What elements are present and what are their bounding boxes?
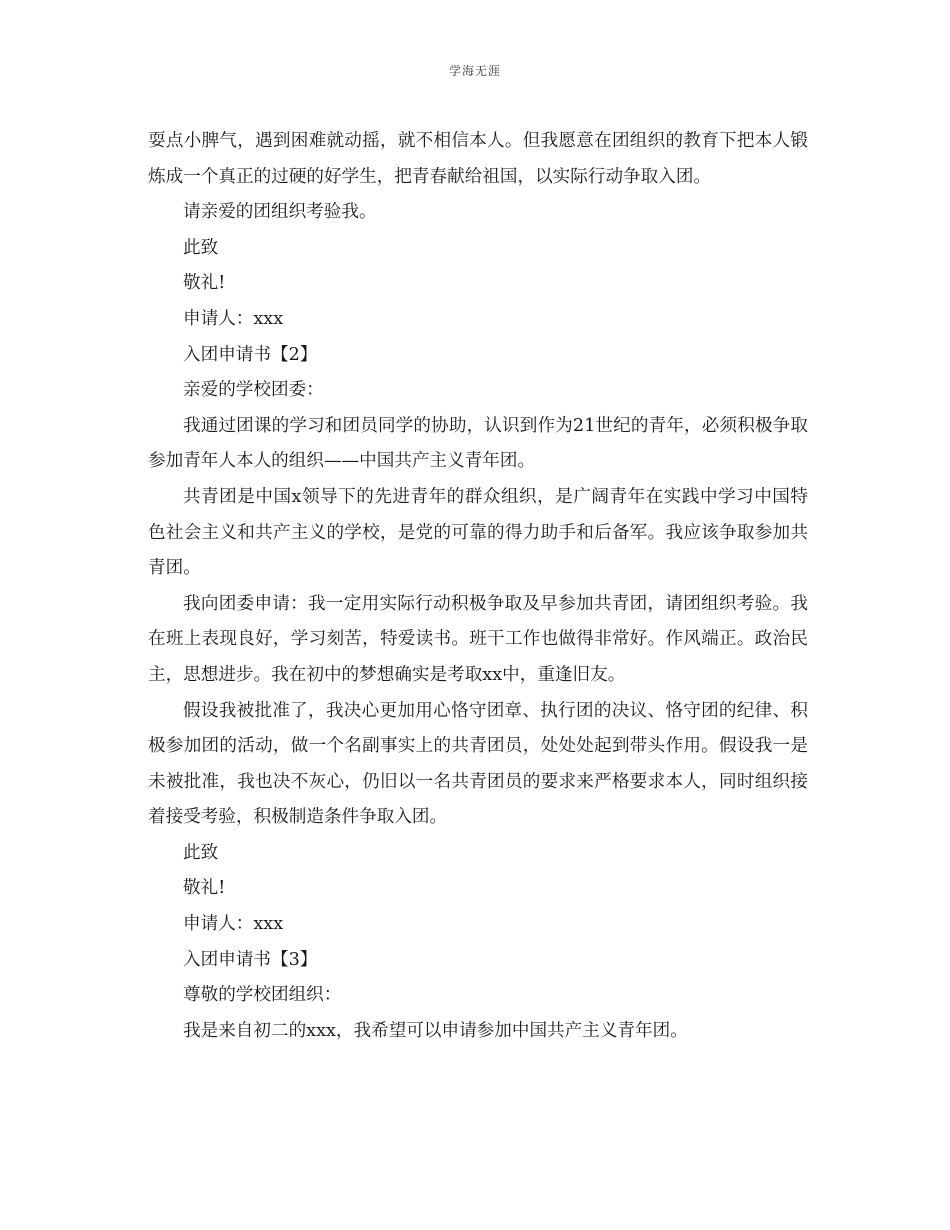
paragraph: 共青团是中国x领导下的先进青年的群众组织，是广阔青年在实践中学习中国特色社会主义和共产主义的学校，是党的可靠的得力助手和后备军。我应该争取参加共青团。 — [148, 486, 808, 579]
closing-line: 此致 — [183, 842, 219, 863]
applicant-signature: 申请人：xxx — [183, 308, 284, 329]
greeting-line: 尊敬的学校团组织： — [183, 985, 342, 1006]
section-heading: 入团申请书【3】 — [183, 949, 318, 970]
section-heading: 入团申请书【2】 — [183, 344, 318, 365]
paragraph: 耍点小脾气，遇到困难就动摇，就不相信本人。但我愿意在团组织的教育下把本人锻炼成一个真正的过硬的好学生，把青春献给祖国，以实际行动争取入团。 — [148, 131, 808, 187]
salutation-line: 敬礼! — [183, 878, 226, 899]
paragraph: 请亲爱的团组织考验我。 — [183, 202, 377, 223]
paragraph: 假设我被批准了，我决心更加用心恪守团章、执行团的决议、恪守团的纪律、积极参加团的活动，做一个名副事实上的共青团员，处处处起到带头作用。假设我一是未被批准，我也决不灰心，仍旧以一名共青团员的要求来严格要求本人，同时组织接着接受考验，积极制造条件争取入团。 — [148, 700, 808, 828]
paragraph: 我是来自初二的xxx，我希望可以申请参加中国共产主义青年团。 — [183, 1020, 688, 1041]
applicant-signature: 申请人：xxx — [183, 914, 284, 935]
closing-line: 此致 — [183, 237, 219, 258]
document-body — [148, 124, 808, 1049]
paragraph: 我向团委申请：我一定用实际行动积极争取及早参加共青团，请团组织考验。我在班上表现良好，学习刻苦，特爱读书。班干工作也做得非常好。作风端正。政治民主，思想进步。我在初中的梦想确实是考取xx中，重逢旧友。 — [148, 593, 808, 685]
salutation-line: 敬礼! — [183, 273, 226, 294]
paragraph: 我通过团课的学习和团员同学的协助，认识到作为21世纪的青年，必须积极争取参加青年人本人的组织——中国共产主义青年团。 — [148, 415, 808, 472]
page-header: 学海无涯 — [448, 64, 501, 78]
greeting-line: 亲爱的学校团委： — [183, 380, 324, 401]
